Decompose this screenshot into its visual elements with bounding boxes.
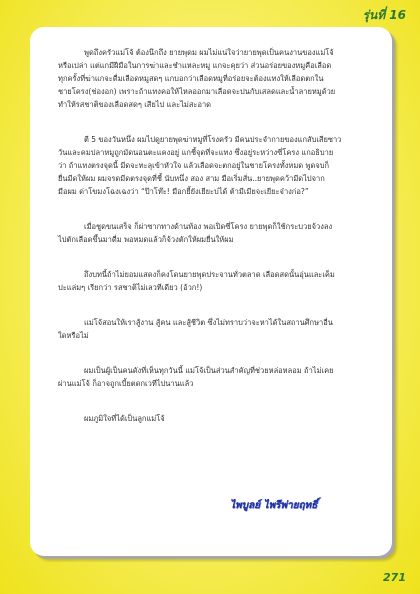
article-body xyxy=(58,46,378,425)
issue-label: รุ่นที่ 16 xyxy=(362,8,406,22)
paragraph: เมื่อชูดขนเสร็จ ก็ผ่าซากทางด้านท้อง พอเปิดซี่โครง ยายพุดก็ใช้กระบวยจ้วงลง ไปตักเลือดขึ้นมาดื่ม พอหมดแล้วก็จ้วงตักให้ผมยื่นให้ผม xyxy=(58,222,333,244)
paragraph: แม่โจ้สอนให้เราสู้งาน สู้คน และสู้ชีวิต ซึ่งไม่ทราบว่าจะหาได้ในสถานศึกษาอื่น ใดหรือไม่ xyxy=(58,318,333,340)
paragraph: พูดถึงครัวแม่โจ้ ต้องนึกถึง ยายพุดม ผมไม่แน่ใจว่ายายพุดเป็นคนงานของแม่โจ้ หรือเปล่า แต่แกมีฝีมือในการฆ่าและชำแหละหมู แกจะคุยว่า ส่วนอร่อยของหมูคือเลือด ทุกครั้งที่ฆ่าแกจะดื่มเลือดหมูสดๆ แกบอกว่าเลือดหมูที่อร่อยจะต้องแทงให้เลือดตกใน ชายโครง(ช่องอก) เพราะถ้าแทงคอให้ไหลออกมาเลือดจะปนกับเสลดและน้ำลายหมูด้วย ทำให้รสชาติของเลือดสดๆ เสียไป และไม่สะอาด xyxy=(58,48,336,109)
paragraph: ถึงบทนี้ถ้าไม่ยอมแสดงก็คงโดนยายพุดประจานทั่วตลาด เลือดสดนั้นอุ่นและเค็ม ปะแล่มๆ เรียกว่า รสชาติไม่เลวทีเดียว (อ้วก!) xyxy=(58,270,335,292)
page-number: 271 xyxy=(383,571,406,584)
paragraph: ผมเป็นผู้เป็นคนดังที่เห็นทุกวันนี้ แม่โจ้เป็นส่วนสำคัญที่ช่วยหล่อหลอม ถ้าไม่เคย ผ่านแม่โจ้ ก็อาจถูกเบี้ยตดกเวทีไปนานแล้ว xyxy=(58,366,334,388)
author-signature: ไพบูลย์ ไพรีพ่ายฤทธิ์ xyxy=(230,500,318,511)
closing-paragraph: ผมภูมิใจที่ได้เป็นลูกแม่โจ้ xyxy=(84,414,165,423)
paragraph: ตี 5 ของวันหนึ่ง ผมไปดูยายพุดฆ่าหมูที่โรงครัว มีคนประจำกายของแกสับเสียซาว วันและคมปลาหมูถูกมัดนอนตะแคงอยู่ แกชี้จุดที่จะแทง ซึ่งอยู่ระหว่างซี่โครง แกอธิบาย ว่า ถ้าแทงตรงจุดนี้ มีดจะทะลุเข้าหัวใจ แล้วเลือดจะตกอยู่ในชายโครงทั้งหมด พูดจบก็ ยื่นมีดให้ผม ผมจรดมีดตรงจุดที่ชี้ นับหนึ่ง สอง สาม มือเริ่มสั่น..ยายพุดคว้ามีดไปจาก มือผม ด่าโขมงโฉงเฉงว่า “ป๊าโท๊ะ! มือกยี้ยังเยียะบ่ได้ ต้ามีเมียจะเยียะจ๋างก่อ?” xyxy=(58,135,342,196)
